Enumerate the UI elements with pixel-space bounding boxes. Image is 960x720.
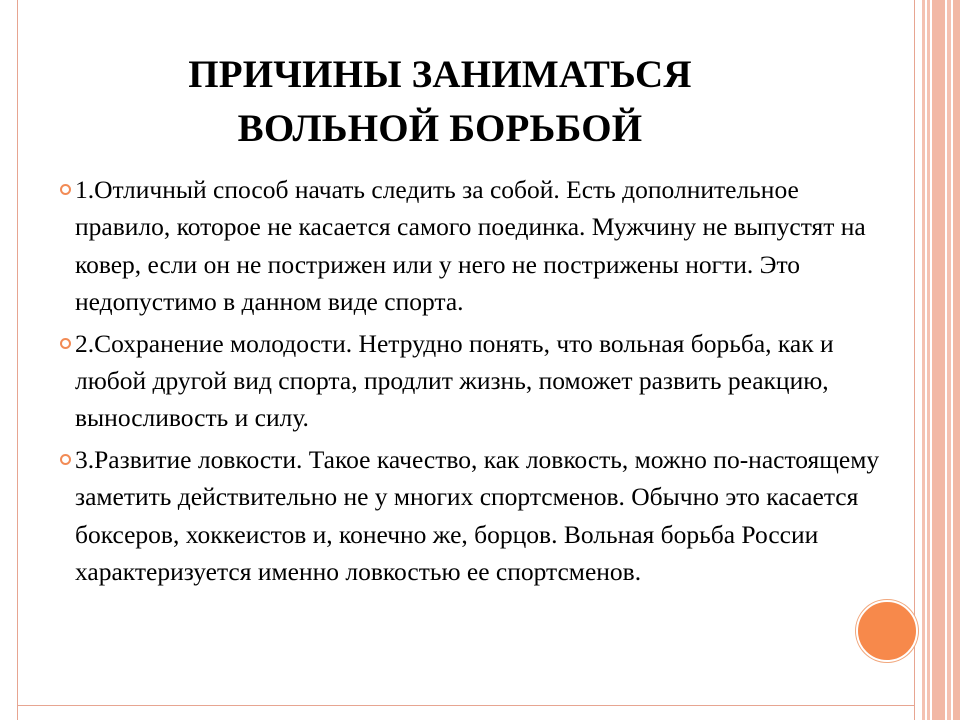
title-line-2: ВОЛЬНОЙ БОРЬБОЙ — [237, 107, 643, 150]
decorative-stripe — [932, 0, 945, 720]
title-line-1: ПРИЧИНЫ ЗАНИМАТЬСЯ — [188, 53, 692, 96]
decorative-stripe — [953, 0, 960, 720]
orange-circle-decoration-icon — [856, 600, 918, 662]
frame-left-line — [17, 0, 18, 720]
decorative-stripe — [922, 0, 925, 720]
frame-bottom-line — [17, 705, 915, 706]
circle-outline-bullet-icon — [60, 454, 71, 465]
bullet-list — [59, 171, 899, 594]
decorative-stripe — [947, 0, 951, 720]
frame-right-line — [914, 0, 915, 720]
bullet-item-1 — [59, 171, 899, 321]
decorative-stripe — [927, 0, 930, 720]
slide-title — [100, 48, 780, 156]
bullet-text: 1.Отличный способ начать следить за собой. Есть дополнительное правило, которое не касается самого поединка. Мужчину не выпустят на ковер, если он не пострижен или у него не пострижены ногти. Это недопустимо в данном виде спорта. — [75, 175, 866, 317]
bullet-item-3 — [59, 441, 899, 591]
circle-outline-bullet-icon — [60, 338, 71, 349]
bullet-text: 2.Сохранение молодости. Нетрудно понять, что вольная борьба, как и любой другой вид спорта, продлит жизнь, поможет развить реакцию, выносливость и силу. — [75, 328, 834, 433]
bullet-item-2 — [59, 325, 899, 437]
circle-outline-bullet-icon — [60, 184, 71, 195]
bullet-text: 3.Развитие ловкости. Такое качество, как ловкость, можно по-настоящему заметить действительно не у многих спортсменов. Обычно это касается боксеров, хоккеистов и, конечно же, борцов. Вольная борьба России характеризуется именно ловкостью ее спортсменов. — [75, 444, 880, 587]
